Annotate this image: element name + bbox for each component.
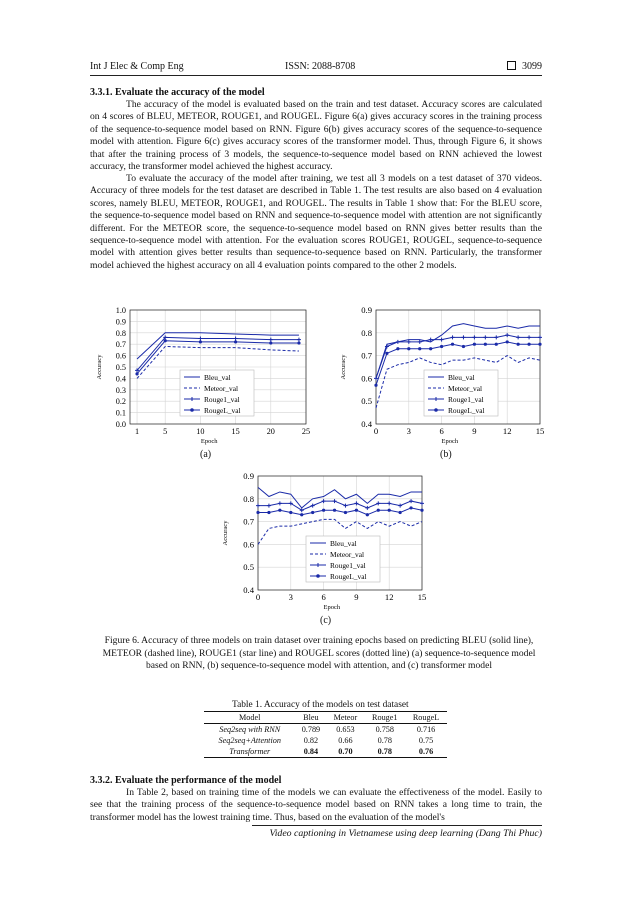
data-point-dot [517, 343, 520, 346]
results-table [204, 711, 447, 758]
data-point-dot [311, 511, 314, 514]
y-tick-label: 0.6 [115, 351, 126, 361]
cell-meteor: 0.70 [338, 747, 353, 756]
data-point-dot [199, 340, 202, 343]
data-point-star [420, 501, 424, 505]
data-point-dot [429, 347, 432, 350]
table-row [204, 724, 447, 736]
legend-label: RougeL_val [330, 572, 367, 581]
data-point-star [365, 506, 369, 510]
legend-label: Meteor_val [204, 384, 239, 393]
y-tick-label: 0.6 [361, 373, 372, 384]
x-tick-label: 0 [255, 592, 261, 602]
x-tick-label: 12 [384, 592, 394, 602]
header-rouge1: Rouge1 [372, 713, 398, 722]
legend-label: Bleu_val [330, 539, 357, 548]
cell-bleu: 0.789 [301, 725, 321, 734]
data-point-dot [388, 509, 391, 512]
data-point-dot [322, 509, 325, 512]
cell-rougel: 0.76 [418, 747, 434, 756]
legend-label: RougeL_val [204, 406, 241, 415]
data-point-star [494, 335, 498, 339]
x-tick-label: 9 [472, 426, 477, 436]
y-tick-label: 0.8 [361, 327, 372, 338]
y-tick-label: 0.9 [115, 317, 126, 327]
data-point-star [418, 340, 422, 344]
issn: ISSN: 2088-8708 [285, 61, 356, 72]
y-tick-label: 0.4 [361, 419, 372, 429]
y-axis-title: Accuracy [96, 354, 103, 380]
data-point-dot [440, 345, 443, 348]
chart-a [92, 302, 322, 447]
data-point-dot [527, 343, 530, 346]
x-tick-label: 15 [417, 592, 427, 602]
x-tick-label: 3 [288, 592, 293, 602]
data-point-dot [484, 343, 487, 346]
data-point-dot [418, 347, 421, 350]
chart-c [218, 468, 438, 613]
y-tick-label: 0.4 [115, 374, 126, 384]
paragraph-accuracy-2: To evaluate the accuracy of the model after training, we test all 3 models on a test dataset of 370 videos. Accuracy of three models for the test dataset are described in Table 1. The test results are also based on 4 evaluation scores, namely BLEU, METEOR, ROUGE1, and ROUGEL. The results in Table 1 show that: For the BLEU score, the sequence-to-sequence model based on RNN and sequence-to-sequence model with attention are not significantly different. For the METEOR score, the sequence-to-sequence model based on RNN gives better results than the sequence-to-sequence model with attention. For the evaluation scores ROUGE1, ROUGEL, sequence-to-sequence model with attention gives better results than sequence-to-sequence based on RNN. Particularly, the transformer model achieved the highest accuracy on all 4 evaluation points compared to the other 2 models. [90, 173, 542, 271]
legend-label: Meteor_val [330, 550, 365, 559]
data-point-dot [473, 343, 476, 346]
y-tick-label: 0.5 [361, 396, 372, 407]
y-tick-label: 0.3 [115, 385, 126, 395]
x-tick-label: 10 [196, 427, 205, 436]
y-tick-label: 0.8 [115, 328, 126, 338]
data-point-dot [297, 341, 300, 344]
data-point-dot [396, 347, 399, 350]
data-point-dot [333, 509, 336, 512]
data-point-dot [495, 343, 498, 346]
x-tick-label: 12 [502, 426, 512, 436]
x-tick-label: 3 [406, 426, 411, 436]
cell-meteor: 0.66 [338, 736, 353, 745]
data-point-star [333, 499, 337, 503]
data-point-dot [462, 345, 465, 348]
data-point-dot [506, 340, 509, 343]
data-point-star [396, 340, 400, 344]
table-row [204, 746, 447, 758]
y-tick-label: 0.9 [361, 305, 372, 315]
journal-name: Int J Elec & Comp Eng [90, 61, 184, 72]
data-point-dot [344, 511, 347, 514]
legend-marker-dot [434, 408, 438, 412]
y-tick-label: 0.7 [243, 516, 254, 527]
legend-label: Rouge1_val [204, 395, 240, 404]
data-point-star [198, 337, 202, 341]
data-point-dot [289, 511, 292, 514]
data-point-dot [385, 352, 388, 355]
table-title: Table 1. Accuracy of the models on test dataset [232, 700, 409, 710]
data-point-dot [377, 509, 380, 512]
legend-label: Meteor_val [448, 384, 483, 393]
cell-bleu: 0.84 [303, 747, 319, 756]
data-point-dot [374, 384, 377, 387]
data-point-dot [399, 511, 402, 514]
header-meteor: Meteor [333, 713, 358, 722]
x-tick-label: 5 [163, 427, 168, 436]
panel-label-b: (b) [440, 449, 452, 460]
data-point-dot [407, 347, 410, 350]
x-tick-label: 25 [301, 427, 311, 436]
header-bleu: Bleu [303, 713, 319, 722]
header-rougel: RougeL [412, 713, 440, 722]
paragraph-accuracy-1: The accuracy of the model is evaluated based on the train and test dataset. Accuracy scores are calculated on 4 scores of BLEU, METEOR, ROUGE1, and ROUGEL. Figure 6(a) gives accuracy scores in the training process of the sequence-to-sequence model based on RNN. Figure 6(b) gives accuracy scores of the sequence-to-sequence model with attention. Figure 6(c) gives accuracy scores of the transformer model. Thus, through Figure 6, it shows that after the training process of 3 models, the sequence-to-sequence model based on RNN achieved the lowest accuracy, the transformer model achieved the highest accuracy. [90, 99, 542, 173]
paragraph-performance-1: In Table 2, based on training time of the models we can evaluate the effectiveness of the model. Easily to see that the training process of the sequence-to-sequence model based on RNN takes a long time to train, the transformer model has the lowest training time. Thus, based on the evaluation of the model's [90, 787, 542, 823]
x-tick-label: 9 [354, 592, 359, 602]
data-point-star [472, 335, 476, 339]
y-tick-label: 0.1 [115, 408, 126, 418]
data-point-star [234, 337, 238, 341]
data-point-dot [278, 509, 281, 512]
x-tick-label: 0 [373, 426, 379, 436]
series-line-rougel_val [258, 508, 422, 515]
y-tick-label: 0.5 [243, 562, 254, 573]
cell-rouge1: 0.78 [377, 747, 392, 756]
data-point-star [527, 335, 531, 339]
y-tick-label: 0.9 [243, 471, 254, 481]
data-point-dot [409, 506, 412, 509]
panel-label-a: (a) [200, 449, 212, 460]
data-point-star [407, 340, 411, 344]
data-point-star [311, 504, 315, 508]
cell-rouge1: 0.758 [375, 725, 394, 734]
series-line-rougel_val [137, 341, 299, 374]
data-point-star [343, 504, 347, 508]
data-point-star [269, 338, 273, 342]
data-point-star [440, 338, 444, 342]
y-tick-label: 0.2 [115, 397, 126, 407]
series-line-rouge1_val [258, 501, 422, 510]
legend-label: Bleu_val [204, 373, 231, 382]
table-header-row [204, 712, 447, 724]
data-point-star [267, 504, 271, 508]
data-point-star [398, 504, 402, 508]
running-footer: Video captioning in Vietnamese using deep learning (Dang Thi Phuc) [252, 825, 542, 839]
data-point-star [483, 335, 487, 339]
legend-label: Rouge1_val [330, 561, 366, 570]
running-header [90, 61, 542, 76]
data-point-dot [451, 343, 454, 346]
legend-label: Rouge1_val [448, 395, 484, 404]
data-point-dot [164, 339, 167, 342]
x-tick-label: 1 [134, 427, 140, 436]
data-point-dot [256, 511, 259, 514]
x-tick-label: 15 [535, 426, 545, 436]
data-point-dot [234, 340, 237, 343]
data-point-dot [538, 343, 541, 346]
y-axis-title: Accuracy [222, 520, 229, 546]
data-point-star [505, 333, 509, 337]
x-tick-label: 6 [321, 592, 326, 602]
figure-caption: Figure 6. Accuracy of three models on train dataset over training epochs based on predicting BLEU (solid line), METEOR (dashed line), ROUGE1 (star line) and ROUGEL scores (dotted line) (a) sequence-to-sequence model based on RNN, (b) sequence-to-sequence model with attention, and (c) transformer model [102, 635, 536, 672]
data-point-star [387, 501, 391, 505]
y-tick-label: 0.5 [115, 363, 126, 372]
x-tick-label: 15 [231, 427, 240, 436]
y-tick-label: 0.4 [243, 585, 254, 595]
panel-label-c: (c) [320, 615, 332, 626]
cell-model: Seq2seq with RNN [219, 725, 281, 734]
x-tick-label: 20 [266, 427, 275, 436]
data-point-star [278, 501, 282, 505]
cell-bleu: 0.82 [303, 736, 319, 745]
legend-marker-dot [316, 574, 320, 578]
cell-model: Transformer [229, 747, 271, 756]
data-point-star [538, 335, 542, 339]
chart-b [336, 302, 556, 447]
data-point-star [461, 335, 465, 339]
x-axis-title: Epoch [200, 438, 218, 445]
cell-rougel: 0.716 [416, 725, 436, 734]
data-point-star [256, 504, 260, 508]
y-tick-label: 0.0 [115, 420, 126, 429]
data-point-dot [420, 509, 423, 512]
section-title-performance: 3.3.2. Evaluate the performance of the model [90, 775, 282, 786]
legend-label: Bleu_val [448, 373, 475, 382]
page-number-group [507, 61, 542, 72]
cell-rougel: 0.75 [418, 736, 434, 745]
x-tick-label: 6 [439, 426, 444, 436]
data-point-dot [135, 372, 138, 375]
data-point-dot [300, 513, 303, 516]
legend-label: RougeL_val [448, 406, 485, 415]
y-tick-label: 0.7 [361, 350, 372, 361]
data-point-star [409, 499, 413, 503]
data-point-star [516, 335, 520, 339]
data-point-star [322, 499, 326, 503]
legend-marker-dot [190, 408, 194, 412]
x-axis-title: Epoch [323, 604, 341, 611]
page-number: 3099 [522, 61, 542, 72]
cell-rouge1: 0.78 [377, 736, 392, 745]
y-tick-label: 0.6 [243, 539, 254, 550]
header-model: Model [239, 713, 261, 722]
data-point-dot [355, 509, 358, 512]
section-title-accuracy: 3.3.1. Evaluate the accuracy of the model [90, 87, 265, 98]
data-point-dot [269, 341, 272, 344]
y-axis-title: Accuracy [340, 354, 347, 380]
y-tick-label: 0.8 [243, 493, 254, 504]
checkbox-icon [507, 61, 516, 70]
data-point-star [451, 335, 455, 339]
y-tick-label: 1.0 [115, 306, 126, 315]
data-point-star [376, 501, 380, 505]
data-point-star [297, 338, 301, 342]
cell-meteor: 0.653 [336, 725, 355, 734]
data-point-dot [366, 513, 369, 516]
table-row [204, 735, 447, 746]
cell-model: Seq2seq+Attention [218, 736, 281, 745]
y-tick-label: 0.7 [115, 340, 126, 350]
data-point-star [354, 501, 358, 505]
x-axis-title: Epoch [441, 438, 459, 445]
data-point-dot [267, 511, 270, 514]
